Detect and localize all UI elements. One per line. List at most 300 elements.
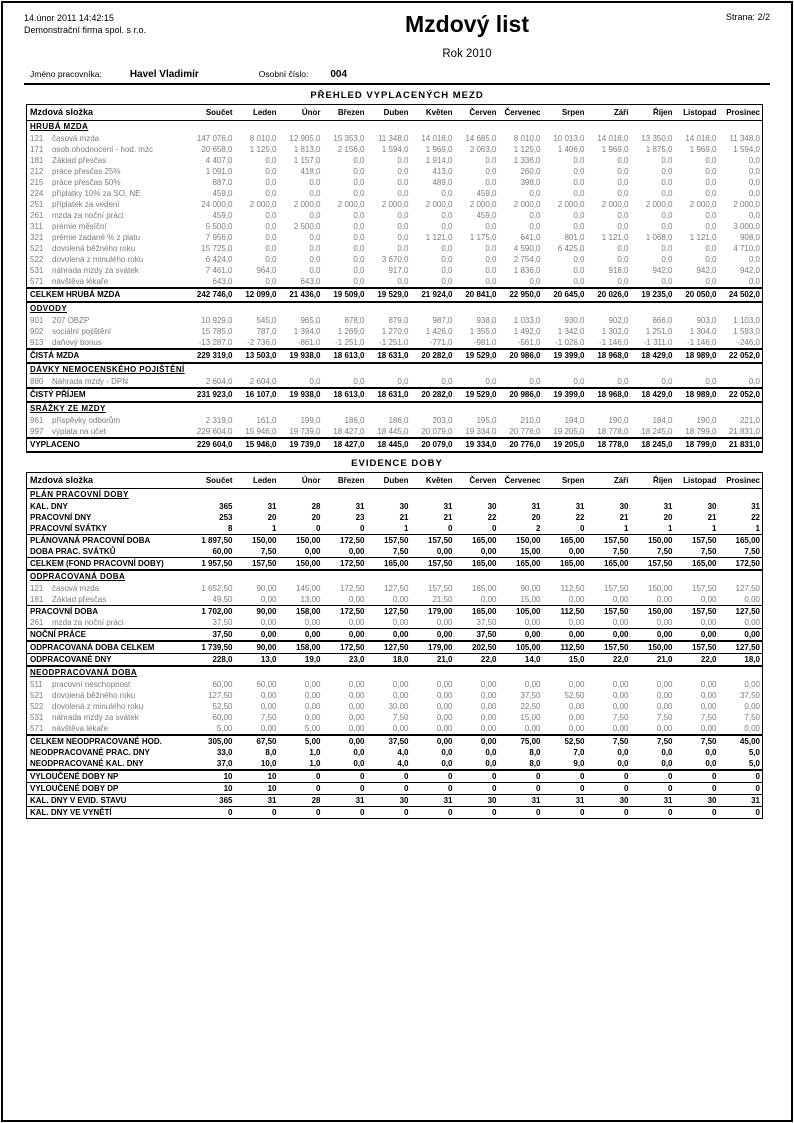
row-code: 571 — [30, 277, 44, 286]
cell-total: 33,0 — [216, 748, 233, 757]
worker-name: Havel Vladimír — [129, 69, 199, 80]
cell-month: 172,50 — [340, 584, 365, 593]
cell-month: 1 270,0 — [381, 327, 409, 336]
cell-month: 19 399,0 — [543, 388, 587, 402]
worker-number: 004 — [330, 69, 348, 80]
cell-month: 0,0 — [705, 178, 717, 187]
data-row — [27, 221, 763, 232]
cell-total: 0 — [177, 807, 235, 819]
cell-month: 150,00 — [235, 535, 279, 547]
cell-month: 31 — [575, 502, 585, 511]
cell-month: 150,00 — [648, 584, 673, 593]
cell-month: 0,0 — [661, 178, 673, 187]
report-header — [24, 12, 770, 60]
cell-month: 908,0 — [739, 233, 760, 242]
cell-month: 1 813,0 — [293, 145, 321, 154]
row-label: časová mzda — [52, 134, 100, 143]
cell-month: 157,50 — [675, 535, 719, 547]
row-label-cell — [27, 783, 177, 795]
cell-month: 0,0 — [661, 167, 673, 176]
cell-month: 2 000,0 — [689, 200, 717, 209]
cell-month: 0 — [360, 772, 365, 781]
cell-month: 1 594,0 — [733, 145, 760, 154]
cell-month: 19 334,0 — [455, 438, 499, 452]
cell-month: 0,0 — [573, 277, 585, 286]
cell-month: 0,00 — [744, 724, 760, 733]
cell-month: 45,00 — [719, 735, 763, 747]
cell-month: 10,0 — [235, 758, 279, 770]
cell-month: 18 429,0 — [631, 349, 675, 363]
time-table — [26, 472, 763, 819]
cell-month: 0,00 — [436, 691, 453, 700]
cell-month: 2 500,0 — [293, 222, 321, 231]
cell-month: 165,00 — [455, 606, 499, 618]
cell-month: 18 799,0 — [675, 438, 719, 452]
row-label: osob.ohodnocení - hod. mzc — [52, 145, 153, 154]
cell-month: 21 — [399, 513, 409, 522]
row-code: 121 — [30, 584, 44, 593]
cell-month: 0,0 — [573, 211, 585, 220]
cell-month: 0,0 — [397, 178, 409, 187]
row-label: NEODPRACOVANÉ PRAC. DNY — [30, 748, 150, 757]
row-label: KAL. DNY VE VYNĚTÍ — [30, 808, 112, 817]
cell-month: 0,0 — [748, 189, 760, 198]
cell-month: 22,0 — [587, 654, 631, 667]
cell-month: 0,00 — [744, 595, 760, 604]
cell-month: 194,0 — [564, 416, 585, 425]
cell-month: 0,0 — [353, 266, 365, 275]
cell-month: 14 018,0 — [685, 134, 717, 143]
cell-total: 229 604,0 — [196, 427, 233, 436]
cell-total: 643,0 — [212, 277, 233, 286]
cell-month: 20 — [531, 513, 541, 522]
cell-month: 7,0 — [573, 748, 585, 757]
cell-month: 19 334,0 — [465, 427, 497, 436]
cell-month: 0,0 — [661, 189, 673, 198]
cell-month: 0,00 — [367, 629, 411, 642]
cell-month: 0 — [455, 807, 499, 819]
cell-month: 0,00 — [411, 629, 455, 642]
data-row — [27, 155, 763, 166]
cell-month: 0 — [631, 783, 675, 795]
cell-total: 1 897,50 — [177, 535, 235, 547]
row-code: 261 — [30, 618, 44, 627]
cell-month: 0,00 — [675, 629, 719, 642]
cell-month: 0 — [404, 772, 409, 781]
column-header-month: Listopad — [675, 473, 719, 489]
cell-month: 165,00 — [472, 584, 497, 593]
cell-month: 0,00 — [656, 702, 673, 711]
cell-month: 0 — [499, 807, 543, 819]
cell-month: 0,0 — [441, 377, 453, 386]
summary-row — [27, 558, 763, 571]
row-label: VYLOUČENÉ DOBY DP — [30, 784, 119, 793]
cell-month: 0,0 — [617, 748, 629, 757]
row-label: práce přesčas 50% — [52, 178, 121, 187]
cell-month: 22 — [751, 513, 760, 522]
cell-month: 938,0 — [476, 316, 497, 325]
cell-month: 31 — [323, 795, 367, 807]
section-title: ODPRACOVANÁ DOBA — [30, 572, 126, 581]
cell-month: 112,50 — [543, 641, 587, 654]
cell-month: 0,00 — [700, 595, 717, 604]
cell-month: 0 — [492, 772, 497, 781]
header-divider — [24, 83, 770, 85]
column-header-month: Červenec — [499, 105, 543, 121]
cell-month: 5,0 — [719, 758, 763, 770]
summary-row — [27, 512, 763, 523]
row-label-cell — [27, 606, 177, 618]
cell-month: -1 146,0 — [687, 338, 717, 347]
cell-month: 31 — [751, 502, 760, 511]
cell-month: 15 353,0 — [333, 134, 365, 143]
cell-month: 0,0 — [631, 758, 675, 770]
cell-month: 0,0 — [265, 222, 277, 231]
cell-month: 37,50 — [476, 618, 497, 627]
row-label-cell — [27, 594, 177, 606]
cell-month: 0,00 — [235, 629, 279, 642]
cell-month: 2 000,0 — [733, 200, 760, 209]
cell-month: 0,0 — [441, 244, 453, 253]
cell-month: 30 — [587, 795, 631, 807]
cell-month: 18 445,0 — [367, 438, 411, 452]
cell-month: 0,0 — [411, 758, 455, 770]
cell-month: 1 593,0 — [733, 327, 760, 336]
cell-total: 10 — [223, 772, 233, 781]
cell-month: 0,00 — [323, 735, 367, 747]
cell-month: 165,00 — [499, 558, 543, 571]
cell-month: 127,50 — [367, 606, 411, 618]
cell-month: 918,0 — [608, 266, 629, 275]
cell-month: 0,00 — [348, 724, 365, 733]
cell-month: 0 — [279, 783, 323, 795]
cell-month: 0,0 — [309, 211, 321, 220]
cell-month: 0 — [367, 807, 411, 819]
column-header-month: Duben — [367, 105, 411, 121]
cell-month: 0,00 — [719, 629, 763, 642]
cell-month: 16 107,0 — [235, 388, 279, 402]
cell-month: 105,00 — [499, 641, 543, 654]
cell-month: 2 000,0 — [645, 200, 673, 209]
cell-month: 1 426,0 — [425, 327, 453, 336]
cell-month: 0,00 — [304, 691, 321, 700]
column-header-month: Říjen — [631, 473, 675, 489]
row-label-cell — [27, 326, 177, 337]
cell-month: 157,50 — [675, 606, 719, 618]
cell-month: 917,0 — [388, 266, 409, 275]
table-header-row — [27, 105, 763, 121]
data-row — [27, 712, 763, 723]
cell-month: 0,0 — [705, 277, 717, 286]
cell-month: 22,0 — [455, 654, 499, 667]
row-label-cell — [27, 210, 177, 221]
cell-month: 0,0 — [353, 156, 365, 165]
data-row — [27, 144, 763, 155]
cell-month: 19 399,0 — [543, 349, 587, 363]
cell-month: 0,0 — [705, 244, 717, 253]
cell-month: 0,0 — [485, 244, 497, 253]
row-label: 207 OBZP — [52, 316, 90, 325]
cell-month: 179,00 — [411, 606, 455, 618]
cell-month: 1 836,0 — [513, 266, 541, 275]
cell-month: 0,0 — [529, 211, 541, 220]
cell-month: 0,00 — [348, 713, 365, 722]
cell-month: 0,0 — [265, 189, 277, 198]
cell-month: 157,50 — [428, 584, 453, 593]
column-header-item: Mzdová složka — [27, 473, 177, 489]
cell-month: 0,00 — [260, 618, 277, 627]
cell-month: 19 235,0 — [631, 288, 675, 302]
row-code: 311 — [30, 222, 43, 231]
cell-month: 18 613,0 — [323, 349, 367, 363]
cell-month: 0,00 — [323, 629, 367, 642]
cell-month: 31 — [267, 502, 277, 511]
cell-month: 157,50 — [631, 558, 675, 571]
column-header-month: Srpen — [543, 105, 587, 121]
cell-month: 2 — [536, 524, 541, 533]
cell-month: 18 613,0 — [323, 388, 367, 402]
cell-month: 158,00 — [279, 641, 323, 654]
cell-month: 987,0 — [432, 316, 453, 325]
row-label-cell — [27, 512, 177, 523]
cell-month: 7,50 — [744, 713, 760, 722]
column-header-month: Květen — [411, 473, 455, 489]
data-row — [27, 701, 763, 712]
cell-month: 2 000,0 — [513, 200, 541, 209]
cell-month: 3 670,0 — [381, 255, 409, 264]
row-label: DOBA PRAC. SVÁTKŮ — [30, 547, 116, 556]
cell-month: 7,50 — [700, 547, 717, 556]
cell-month: 1 394,0 — [293, 327, 321, 336]
row-label-cell — [27, 558, 177, 571]
cell-month: 165,00 — [719, 535, 763, 547]
worker-info-line — [24, 69, 770, 80]
cell-month: 0,0 — [529, 377, 541, 386]
cell-month: 19 205,0 — [543, 438, 587, 452]
cell-month: 1 594,0 — [381, 145, 409, 154]
cell-month: 157,50 — [675, 641, 719, 654]
column-header-month: Září — [587, 105, 631, 121]
cell-month: 11 348,0 — [377, 134, 409, 143]
summary-row — [27, 535, 763, 547]
cell-month: 165,00 — [543, 535, 587, 547]
cell-month: 0,00 — [348, 618, 365, 627]
cell-month: 12 099,0 — [235, 288, 279, 302]
column-header-month: Duben — [367, 473, 411, 489]
cell-month: 0,0 — [617, 277, 629, 286]
print-datetime: 14.únor 2011 14:42:15 — [24, 13, 114, 23]
cell-month: 942,0 — [739, 266, 760, 275]
header-center-block — [254, 12, 680, 60]
cell-month: 37,50 — [367, 735, 411, 747]
cell-total: 228,0 — [177, 654, 235, 667]
column-header-item: Mzdová složka — [27, 105, 177, 121]
column-header-month: Říjen — [631, 105, 675, 121]
cell-month: 0,0 — [705, 748, 717, 757]
cell-month: 0,0 — [353, 233, 365, 242]
cell-month: 0,00 — [392, 618, 409, 627]
cell-month: 0,0 — [455, 758, 499, 770]
data-row — [27, 426, 763, 438]
column-header-month: Leden — [235, 105, 279, 121]
row-label-cell — [27, 735, 177, 747]
cell-month: 459,0 — [476, 211, 497, 220]
cell-month: 145,00 — [296, 584, 321, 593]
cell-month: 31 — [355, 502, 365, 511]
column-header-month: Listopad — [675, 105, 719, 121]
cell-month: 0,0 — [265, 255, 277, 264]
cell-total: 10 929,0 — [201, 316, 233, 325]
cell-month: 112,50 — [543, 606, 587, 618]
summary-row — [27, 388, 763, 402]
cell-total: 147 076,0 — [196, 134, 233, 143]
cell-month: 0,0 — [617, 189, 629, 198]
row-label-cell — [27, 199, 177, 210]
row-label-cell — [27, 265, 177, 276]
cell-month: 195,0 — [476, 416, 497, 425]
cell-total: 127,50 — [208, 691, 233, 700]
cell-total: 1 702,00 — [177, 606, 235, 618]
cell-month: 0,0 — [705, 377, 717, 386]
cell-month: 31 — [719, 795, 763, 807]
cell-month: 0,0 — [617, 211, 629, 220]
cell-month: 930,0 — [564, 316, 585, 325]
cell-month: 787,0 — [256, 327, 277, 336]
cell-total: 60,00 — [212, 547, 233, 556]
cell-month: 0,00 — [524, 618, 541, 627]
data-row — [27, 723, 763, 735]
cell-month: 0,0 — [573, 222, 585, 231]
cell-month: 1 — [755, 524, 760, 533]
cell-month: 13 503,0 — [235, 349, 279, 363]
cell-total: 365 — [219, 502, 233, 511]
cell-month: 15 946,0 — [235, 438, 279, 452]
row-label-cell — [27, 155, 177, 166]
cell-month: 20 026,0 — [587, 288, 631, 302]
section-header-row — [27, 363, 763, 376]
cell-month: 0 — [448, 772, 453, 781]
cell-total: 459,0 — [212, 189, 233, 198]
row-code: 571 — [30, 724, 44, 733]
cell-month: 0 — [499, 783, 543, 795]
cell-month: 0,0 — [485, 377, 497, 386]
row-code: 511 — [30, 680, 43, 689]
cell-month: 0,0 — [353, 255, 365, 264]
data-row — [27, 166, 763, 177]
cell-month: 24 502,0 — [719, 288, 763, 302]
cell-month: 7,50 — [675, 735, 719, 747]
report-year: Rok 2010 — [442, 48, 492, 60]
row-label: příspěvky odborům — [52, 416, 121, 425]
cell-month: 15,00 — [520, 547, 541, 556]
cell-month: 31 — [499, 795, 543, 807]
data-row — [27, 679, 763, 690]
cell-month: 0,0 — [353, 189, 365, 198]
cell-month: 641,0 — [520, 233, 541, 242]
cell-month: 7,50 — [587, 735, 631, 747]
cell-month: 30,00 — [388, 702, 409, 711]
cell-month: 545,0 — [256, 316, 277, 325]
cell-month: 0,0 — [485, 277, 497, 286]
cell-month: 0,00 — [260, 691, 277, 700]
cell-total: 459,0 — [212, 211, 233, 220]
section-title: HRUBÁ MZDA — [30, 122, 89, 131]
row-label-cell — [27, 188, 177, 199]
row-code: 224 — [30, 189, 44, 198]
cell-month: 23 — [355, 513, 365, 522]
cell-month: 31 — [663, 502, 673, 511]
cell-month: 0,0 — [748, 211, 760, 220]
data-row — [27, 690, 763, 701]
cell-month: 21,0 — [411, 654, 455, 667]
cell-month: 150,00 — [631, 606, 675, 618]
cell-month: 0,00 — [348, 547, 365, 556]
cell-month: 7,50 — [612, 713, 629, 722]
cell-month: 172,50 — [323, 641, 367, 654]
cell-month: 21 — [707, 513, 717, 522]
cell-month: 0,0 — [441, 211, 453, 220]
cell-total: 1 957,50 — [177, 558, 235, 571]
cell-month: 1 302,0 — [601, 327, 629, 336]
cell-month: 0,0 — [617, 377, 629, 386]
cell-month: 157,50 — [587, 641, 631, 654]
summary-row — [27, 795, 763, 807]
cell-month: 18 799,0 — [685, 427, 717, 436]
row-code: 901 — [30, 316, 44, 325]
section-title: SRÁŽKY ZE MZDY — [30, 404, 106, 413]
row-code: 181 — [30, 156, 44, 165]
cell-month: 0,00 — [631, 629, 675, 642]
cell-month: 0,0 — [441, 266, 453, 275]
row-label: daňový bonus — [52, 338, 102, 347]
cell-month: 161,0 — [256, 416, 277, 425]
data-row — [27, 133, 763, 144]
cell-month: 18,0 — [719, 654, 763, 667]
cell-month: 18 429,0 — [631, 388, 675, 402]
cell-month: 878,0 — [344, 316, 365, 325]
data-row — [27, 594, 763, 606]
cell-month: 2 000,0 — [469, 200, 497, 209]
row-label: dovolená z minulého roku — [52, 255, 144, 264]
page-content — [24, 12, 770, 819]
row-label-cell — [27, 232, 177, 243]
cell-month: 19 205,0 — [553, 427, 585, 436]
cell-total: 7 956,0 — [205, 233, 233, 242]
summary-row — [27, 783, 763, 795]
cell-month: 0,00 — [436, 547, 453, 556]
cell-month: 0,0 — [353, 748, 365, 757]
cell-month: 4,0 — [397, 748, 409, 757]
cell-month: 28 — [311, 502, 321, 511]
column-header-month: Prosinec — [719, 473, 763, 489]
cell-month: 127,50 — [735, 584, 760, 593]
cell-month: 165,00 — [543, 558, 587, 571]
cell-month: 0,0 — [587, 758, 631, 770]
cell-month: 1 — [668, 524, 673, 533]
cell-month: 0,0 — [441, 277, 453, 286]
cell-month: 0,0 — [485, 156, 497, 165]
cell-month: 2 754,0 — [513, 255, 541, 264]
cell-month: 0,00 — [480, 702, 497, 711]
cell-month: 1 969,0 — [689, 145, 717, 154]
cell-month: 0,00 — [656, 618, 673, 627]
cell-month: 0 — [235, 807, 279, 819]
cell-month: 199,0 — [300, 416, 321, 425]
cell-month: 20 079,0 — [411, 438, 455, 452]
cell-month: 0,0 — [573, 156, 585, 165]
cell-month: 0,0 — [397, 211, 409, 220]
cell-total: 1 739,50 — [177, 641, 235, 654]
